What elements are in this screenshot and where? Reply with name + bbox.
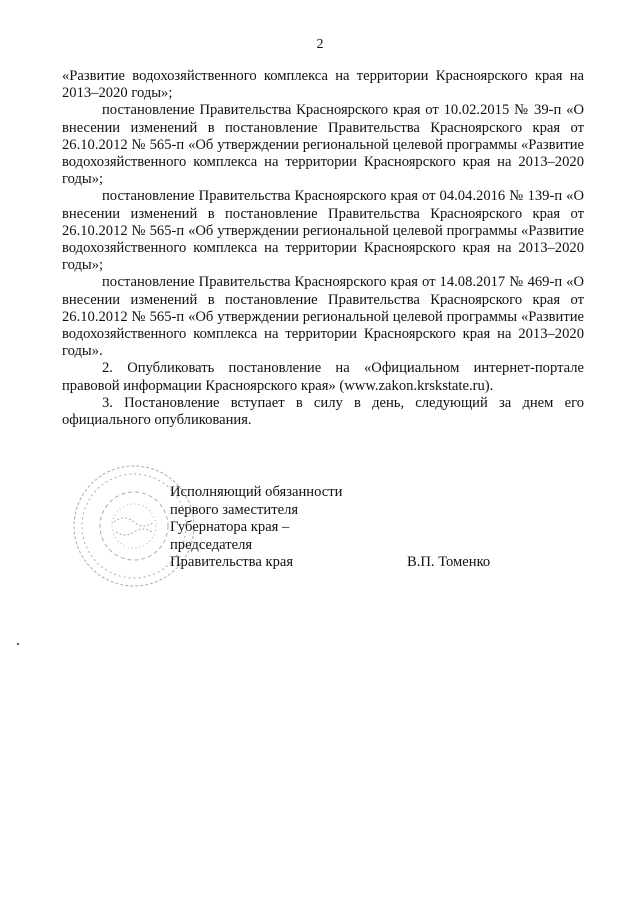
paragraph: 3. Постановление вступает в силу в день, следующий за днем его официального опубликования.: [62, 394, 584, 429]
signature-position: [170, 484, 370, 572]
signature-position-line: Губернатора края –: [170, 519, 290, 536]
paragraph: постановление Правительства Красноярского края от 14.08.2017 № 469-п «О внесении изменений в постановление Правительства Красноярского края от 26.10.2012 № 565-п «Об утверждении региональной целевой программы «Развитие водохозяйственного комплекса на территории Красноярского края на 2013–2020 годы».: [62, 274, 584, 360]
signature-position-line: Правительства края: [170, 554, 294, 571]
scan-artifact: [17, 643, 19, 645]
signature-position-line: председателя: [170, 536, 253, 553]
page-number: 2: [316, 37, 324, 52]
signer-name: В.П. Томенко: [407, 554, 491, 570]
paragraph: 2. Опубликовать постановление на «Официальном интернет-портале правовой информации Красноярского края» (www.zakon.krskstate.ru).: [62, 360, 584, 394]
paragraph: постановление Правительства Красноярского края от 10.02.2015 № 39-п «О внесении изменений в постановление Правительства Красноярского края от 26.10.2012 № 565-п «Об утверждении региональной целевой программы «Развитие водохозяйственного комплекса на территории Красноярского края на 2013–2020 годы»;: [62, 102, 584, 188]
document-body: [62, 68, 584, 429]
paragraph: «Развитие водохозяйственного комплекса на территории Красноярского края на 2013–2020 годы»;: [62, 68, 584, 102]
signature-position-line: Исполняющий обязанности: [170, 484, 343, 500]
paragraph: постановление Правительства Красноярского края от 04.04.2016 № 139-п «О внесении изменений в постановление Правительства Красноярского края от 26.10.2012 № 565-п «Об утверждении региональной целевой программы «Развитие водохозяйственного комплекса на территории Красноярского края на 2013–2020 годы»;: [62, 188, 584, 274]
signature-position-line: первого заместителя: [170, 501, 299, 518]
